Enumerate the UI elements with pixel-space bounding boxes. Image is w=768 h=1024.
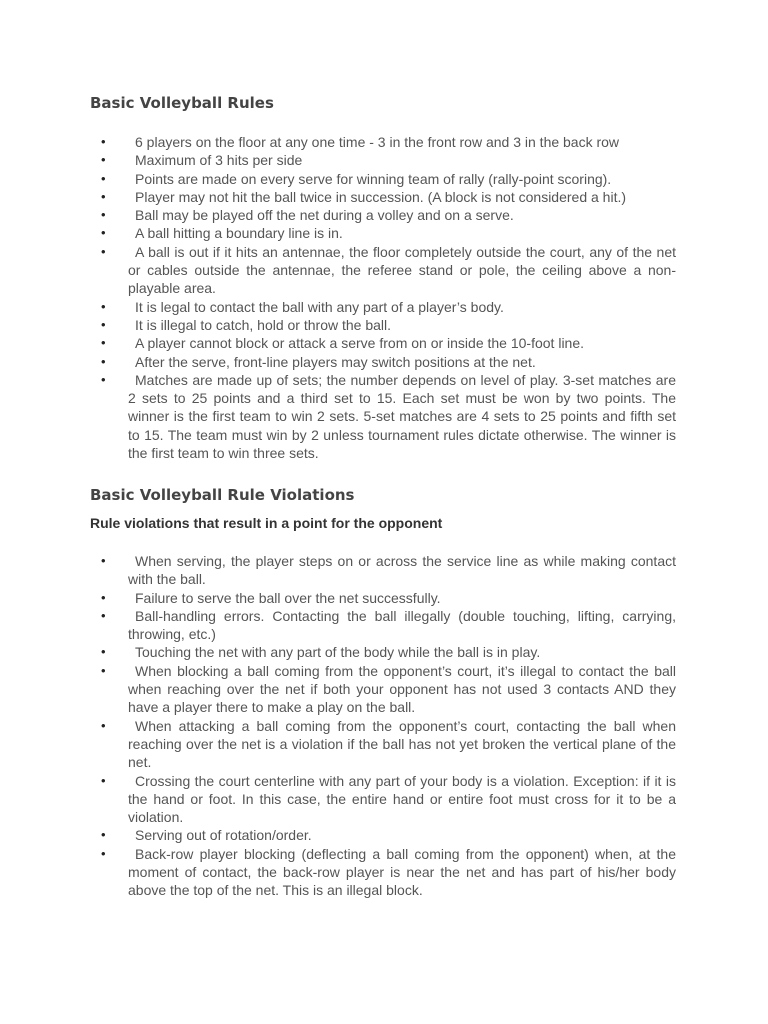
bullet-icon: • [101,644,106,660]
bullet-icon: • [101,662,106,678]
list-item-text: A ball is out if it hits an antennae, the floor completely outside the court, any of the net or cables outside the antennae, the referee stand or pole, the ceiling above a non-playable area. [128,243,676,297]
list-item-text: Back-row player blocking (deflecting a ball coming from the opponent) when, at the moment of contact, the back-row player is near the net and has part of his/her body above the top of the net. This is an illegal block. [128,845,676,899]
bullet-icon: • [101,553,106,568]
list-item-text: Maximum of 3 hits per side [135,152,303,169]
list-item-text: When blocking a ball coming from the opponent’s court, it’s illegal to contact the ball when reaching over the net if both your opponent has not used 3 contacts AND they have a player there to make a play on the ball. [128,662,676,716]
list-item-text: After the serve, front-line players may switch positions at the net. [135,353,536,370]
bullet-icon: • [101,589,106,605]
bullet-icon: • [101,225,106,241]
list-item-text: 6 players on the floor at any one time - 3 in the front row and 3 in the back row [135,134,620,150]
list-item [0,188,676,206]
bullet-icon: • [101,353,106,369]
list-item [0,334,676,352]
list-item-text: It is illegal to catch, hold or throw the ball. [135,316,392,333]
section-title-violations: Basic Volleyball Rule Violations [90,486,355,504]
bullet-icon: • [101,717,106,733]
violations-list [0,552,768,900]
bullet-icon: • [101,607,106,623]
list-item [0,552,676,589]
list-item-text: Serving out of rotation/order. [135,827,312,844]
section-title-rules: Basic Volleyball Rules [90,94,274,112]
list-item-text: A player cannot block or attack a serve from on or inside the 10-foot line. [135,335,585,352]
bullet-icon: • [101,316,106,332]
list-item [0,717,676,772]
list-item-text: A ball hitting a boundary line is in. [135,225,343,242]
list-item [0,589,676,607]
bullet-icon: • [101,188,106,204]
rules-list [0,133,768,462]
list-item [0,170,676,188]
list-item [0,371,676,462]
bullet-icon: • [101,845,106,861]
bullet-icon: • [101,298,106,314]
bullet-icon: • [101,170,106,186]
list-item-text: Ball-handling errors. Contacting the ball illegally (double touching, lifting, carrying, throwing, etc.) [128,607,676,643]
bullet-icon: • [101,772,106,788]
list-item [0,206,676,224]
list-item-text: Touching the net with any part of the body while the ball is in play. [135,644,541,661]
list-item [0,243,676,298]
section-subtitle-violations: Rule violations that result in a point for the opponent [90,515,443,531]
list-item [0,224,676,242]
bullet-icon: • [101,152,106,168]
list-item [0,133,676,151]
list-item-text: Matches are made up of sets; the number depends on level of play. 3-set matches are 2 sets to 25 points and a third set to 15. Each set must be won by two points. The winner is the first team to win 2 sets. 5-set matches are 4 sets to 25 points and fifth set to 15. The team must win by 2 unless tournament rules dictate otherwise. The winner is the first team to win three sets. [128,371,676,462]
list-item [0,607,676,644]
list-item-text: When attacking a ball coming from the opponent’s court, contacting the ball when reaching over the net is a violation if the ball has not yet broken the vertical plane of the net. [128,717,676,771]
list-item [0,845,676,900]
list-item-text: Ball may be played off the net during a volley and on a serve. [135,207,514,224]
bullet-icon: • [101,827,106,843]
list-item [0,643,676,661]
bullet-icon: • [101,207,106,223]
list-item [0,662,676,717]
list-item [0,353,676,371]
list-item-text: Player may not hit the ball twice in succession. (A block is not considered a hit.) [135,188,627,205]
list-item [0,151,676,169]
list-item-text: Failure to serve the ball over the net successfully. [135,589,441,606]
list-item-text: When serving, the player steps on or across the service line as while making contact with the ball. [128,553,676,588]
bullet-icon: • [101,134,106,149]
list-item [0,826,676,844]
list-item [0,298,676,316]
list-item [0,316,676,334]
list-item-text: Crossing the court centerline with any part of your body is a violation. Exception: if it is the hand or foot. In this case, the entire hand or entire foot must cross for it to be a violation. [128,772,676,826]
list-item-text: Points are made on every serve for winning team of rally (rally-point scoring). [135,170,612,187]
bullet-icon: • [101,243,106,259]
list-item [0,772,676,827]
bullet-icon: • [101,371,106,387]
bullet-icon: • [101,335,106,351]
list-item-text: It is legal to contact the ball with any part of a player’s body. [135,298,504,315]
